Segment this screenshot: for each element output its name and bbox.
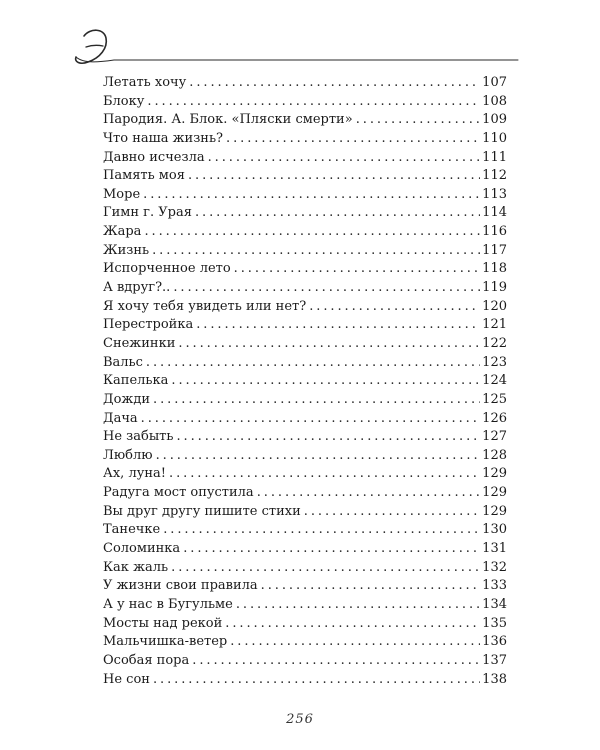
toc-dot-leader — [261, 577, 481, 596]
toc-dot-leader — [192, 652, 480, 671]
toc-entry — [103, 74, 507, 93]
toc-entry-page: 130 — [482, 522, 507, 538]
toc-entry — [103, 111, 507, 130]
toc-entry-page: 126 — [482, 410, 507, 426]
toc-dot-leader — [189, 74, 480, 93]
toc-entry-page: 113 — [482, 186, 507, 202]
toc-entry-page: 118 — [482, 261, 507, 277]
toc-entry — [103, 596, 507, 615]
toc-entry — [103, 130, 507, 149]
toc-entry-page: 122 — [482, 335, 507, 351]
toc-dot-leader — [153, 671, 480, 690]
toc-entry-title: Соломинка — [103, 541, 181, 557]
toc-entry — [103, 465, 507, 484]
toc-dot-leader — [188, 167, 480, 186]
toc-entry — [103, 279, 507, 298]
toc-entry — [103, 223, 507, 242]
toc-entry-page: 124 — [482, 373, 507, 389]
toc-dot-leader — [143, 186, 480, 205]
toc-entry-page: 138 — [482, 671, 507, 687]
toc-entry-page: 128 — [482, 447, 507, 463]
toc-dot-leader — [141, 410, 481, 429]
toc-dot-leader — [208, 149, 481, 168]
toc-entry-title: Вы друг другу пишите стихи — [103, 503, 301, 519]
toc-entry — [103, 652, 507, 671]
toc-entry-page: 112 — [482, 168, 507, 184]
toc-entry-title: Блоку — [103, 93, 145, 109]
toc-entry — [103, 149, 507, 168]
toc-entry-title: Гимн г. Урая — [103, 205, 192, 221]
toc-entry-title: Не сон — [103, 671, 150, 687]
toc-entry — [103, 484, 507, 503]
toc-entry-page: 121 — [482, 317, 507, 333]
toc-entry — [103, 298, 507, 317]
page-header — [70, 22, 520, 72]
toc-entry-title: Я хочу тебя увидеть или нет? — [103, 298, 307, 314]
toc-entry-title: У жизни свои правила — [103, 578, 258, 594]
toc-entry-title: Пародия. А. Блок. «Пляски смерти» — [103, 112, 353, 128]
toc-entry — [103, 93, 507, 112]
toc-entry-page: 123 — [482, 354, 507, 370]
toc-entry-title: Память моя — [103, 168, 185, 184]
toc-entry — [103, 615, 507, 634]
toc-entry-page: 119 — [482, 280, 507, 296]
toc-entry-title: Вальс — [103, 354, 143, 370]
toc-dot-leader — [169, 465, 480, 484]
toc-entry-page: 129 — [482, 503, 507, 519]
toc-entry-title: Дожди — [103, 391, 151, 407]
toc-dot-leader — [257, 484, 480, 503]
toc-entry-page: 125 — [482, 391, 507, 407]
toc-entry — [103, 503, 507, 522]
table-of-contents — [103, 74, 507, 689]
toc-entry-title: Радуга мост опустила — [103, 485, 254, 501]
toc-dot-leader — [195, 204, 480, 223]
toc-entry-title: Жизнь — [103, 242, 150, 258]
toc-entry-title: Люблю — [103, 447, 153, 463]
toc-entry-page: 116 — [482, 224, 507, 240]
page-number: 256 — [286, 712, 314, 727]
toc-entry — [103, 671, 507, 690]
toc-dot-leader — [304, 503, 480, 522]
toc-entry — [103, 540, 507, 559]
toc-entry-page: 129 — [482, 485, 507, 501]
toc-dot-leader — [156, 447, 481, 466]
toc-dot-leader — [226, 130, 480, 149]
toc-entry-page: 137 — [482, 652, 507, 668]
toc-entry — [103, 410, 507, 429]
toc-entry-page: 117 — [482, 242, 507, 258]
toc-dot-leader — [183, 540, 480, 559]
toc-entry — [103, 521, 507, 540]
toc-entry-title: Летать хочу — [103, 75, 187, 90]
toc-dot-leader — [147, 93, 480, 112]
toc-entry-title: Море — [103, 186, 141, 202]
toc-dot-leader — [173, 279, 480, 298]
toc-entry-page: 107 — [482, 75, 507, 90]
toc-entry-title: Не забыть — [103, 429, 174, 445]
toc-dot-leader — [153, 391, 480, 410]
toc-entry — [103, 186, 507, 205]
toc-dot-leader — [152, 242, 480, 261]
toc-entry-page: 108 — [482, 93, 507, 109]
toc-dot-leader — [356, 111, 480, 130]
toc-dot-leader — [178, 335, 480, 354]
toc-entry — [103, 167, 507, 186]
toc-entry-title: Дача — [103, 410, 138, 426]
toc-entry-title: Ах, луна! — [103, 466, 166, 482]
toc-entry — [103, 372, 507, 391]
toc-entry-title: Мосты над рекой — [103, 615, 223, 631]
toc-dot-leader — [196, 316, 480, 335]
toc-entry-title: Как жаль — [103, 559, 169, 575]
toc-entry-page: 110 — [482, 130, 507, 146]
toc-entry — [103, 633, 507, 652]
toc-entry-title: Особая пора — [103, 652, 190, 668]
toc-entry-title: Мальчишка-ветер — [103, 634, 228, 650]
toc-dot-leader — [144, 223, 480, 242]
toc-dot-leader — [146, 354, 480, 373]
toc-entry-page: 129 — [482, 466, 507, 482]
toc-entry-title: Капелька — [103, 373, 169, 389]
toc-entry — [103, 316, 507, 335]
toc-entry-title: Испорченное лето — [103, 261, 231, 277]
toc-entry-page: 111 — [482, 149, 507, 165]
toc-entry-page: 120 — [482, 298, 507, 314]
toc-entry — [103, 354, 507, 373]
toc-entry-page: 109 — [482, 112, 507, 128]
toc-dot-leader — [225, 615, 480, 634]
script-initial-ornament — [70, 22, 520, 72]
toc-entry-page: 114 — [482, 205, 507, 221]
toc-entry-page: 133 — [482, 578, 507, 594]
toc-entry-title: Перестройка — [103, 317, 194, 333]
toc-entry-title: А вдруг?.. — [103, 280, 171, 296]
toc-entry-page: 131 — [482, 541, 507, 557]
toc-dot-leader — [309, 298, 480, 317]
toc-entry-title: Что наша жизнь? — [103, 130, 224, 146]
toc-entry-title: Снежинки — [103, 335, 176, 351]
toc-entry-title: А у нас в Бугульме — [103, 596, 233, 612]
toc-entry — [103, 577, 507, 596]
toc-dot-leader — [163, 521, 480, 540]
toc-entry-title: Давно исчезла — [103, 149, 205, 165]
toc-entry-title: Жара — [103, 224, 142, 240]
toc-dot-leader — [230, 633, 480, 652]
toc-entry-page: 135 — [482, 615, 507, 631]
toc-entry — [103, 559, 507, 578]
toc-entry — [103, 260, 507, 279]
toc-entry — [103, 204, 507, 223]
toc-entry — [103, 447, 507, 466]
toc-entry-page: 132 — [482, 559, 507, 575]
toc-dot-leader — [234, 260, 481, 279]
toc-entry — [103, 335, 507, 354]
toc-entry-page: 134 — [482, 596, 507, 612]
toc-dot-leader — [236, 596, 480, 615]
toc-entry — [103, 428, 507, 447]
toc-entry — [103, 391, 507, 410]
toc-entry-title: Танечке — [103, 522, 161, 538]
toc-dot-leader — [176, 428, 480, 447]
toc-dot-leader — [171, 559, 480, 578]
toc-entry — [103, 242, 507, 261]
toc-entry-page: 136 — [482, 634, 507, 650]
toc-dot-leader — [171, 372, 480, 391]
toc-entry-page: 127 — [482, 429, 507, 445]
